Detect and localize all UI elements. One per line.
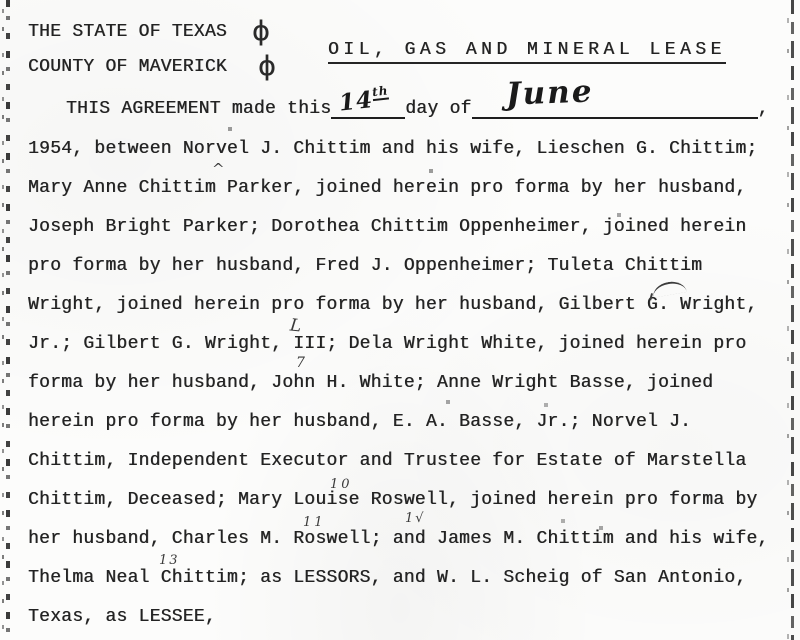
scan-ink-specks bbox=[0, 0, 2, 2]
body-line: Texas, as LESSEE, bbox=[28, 607, 216, 627]
document-title: OIL, GAS AND MINERAL LEASE bbox=[328, 40, 726, 64]
body-line: Mary Anne Chittim Parker, joined herein pro forma by her husband, bbox=[28, 178, 747, 198]
body-line: Chittim, Deceased; Mary Louise Roswell, joined herein pro forma by bbox=[28, 490, 758, 510]
trailing-comma: , bbox=[757, 99, 769, 119]
caption-bracket-icon: ϕ bbox=[252, 16, 270, 47]
body-line: Jr.; Gilbert G. Wright, III; Dela Wright White, joined herein pro bbox=[28, 334, 747, 354]
body-line: forma by her husband, John H. White; Anne Wright Basse, joined bbox=[28, 373, 714, 393]
county-caption-line: COUNTY OF MAVERICK bbox=[28, 57, 227, 77]
body-line: Thelma Neal Chittim; as LESSORS, and W. L. Scheig of San Antonio, bbox=[28, 568, 747, 588]
month-blank-underline bbox=[472, 73, 758, 119]
pencil-number-11-mark: 11 bbox=[303, 515, 326, 530]
page-edge-left bbox=[6, 0, 10, 640]
pencil-number-12-mark: 1√ bbox=[405, 511, 426, 526]
body-line: her husband, Charles M. Roswell; and James M. Chittim and his wife, bbox=[28, 529, 769, 549]
body-line: 1954, between Norvel J. Chittim and his wife, Lieschen G. Chittim; bbox=[28, 139, 758, 159]
handwritten-month: June bbox=[504, 73, 594, 113]
agreement-date-line bbox=[28, 73, 769, 119]
body-line: Joseph Bright Parker; Dorothea Chittim Oppenheimer, joined herein bbox=[28, 217, 747, 237]
handwritten-day-ordinal: th bbox=[371, 83, 390, 100]
pencil-letter-l-mark: L bbox=[288, 315, 303, 337]
body-line: pro forma by her husband, Fred J. Oppenheimer; Tuleta Chittim bbox=[28, 256, 703, 276]
body-line: Chittim, Independent Executor and Trustee for Estate of Marstella bbox=[28, 451, 747, 471]
page-edge-right-secondary bbox=[787, 0, 789, 640]
state-caption-line: THE STATE OF TEXAS bbox=[28, 22, 227, 42]
body-line: herein pro forma by her husband, E. A. Basse, Jr.; Norvel J. bbox=[28, 412, 692, 432]
handwritten-day bbox=[338, 84, 391, 116]
agreement-prefix-text: THIS AGREEMENT made this bbox=[66, 99, 332, 119]
day-of-text: day of bbox=[405, 99, 472, 119]
pencil-number-13-mark: 13 bbox=[159, 553, 180, 568]
pencil-number-7-mark: 7 bbox=[296, 355, 305, 371]
page-edge-left-secondary bbox=[2, 0, 4, 640]
pencil-caret-mark: ^ bbox=[212, 160, 225, 178]
pencil-number-10-mark: 10 bbox=[330, 477, 353, 492]
body-line: Wright, joined herein pro forma by her husband, Gilbert G. Wright, bbox=[28, 295, 758, 315]
handwritten-day-number: 14 bbox=[337, 86, 375, 117]
caption-bracket-icon: ϕ bbox=[258, 51, 276, 82]
page-edge-right bbox=[791, 0, 794, 640]
day-blank-underline bbox=[331, 83, 405, 119]
